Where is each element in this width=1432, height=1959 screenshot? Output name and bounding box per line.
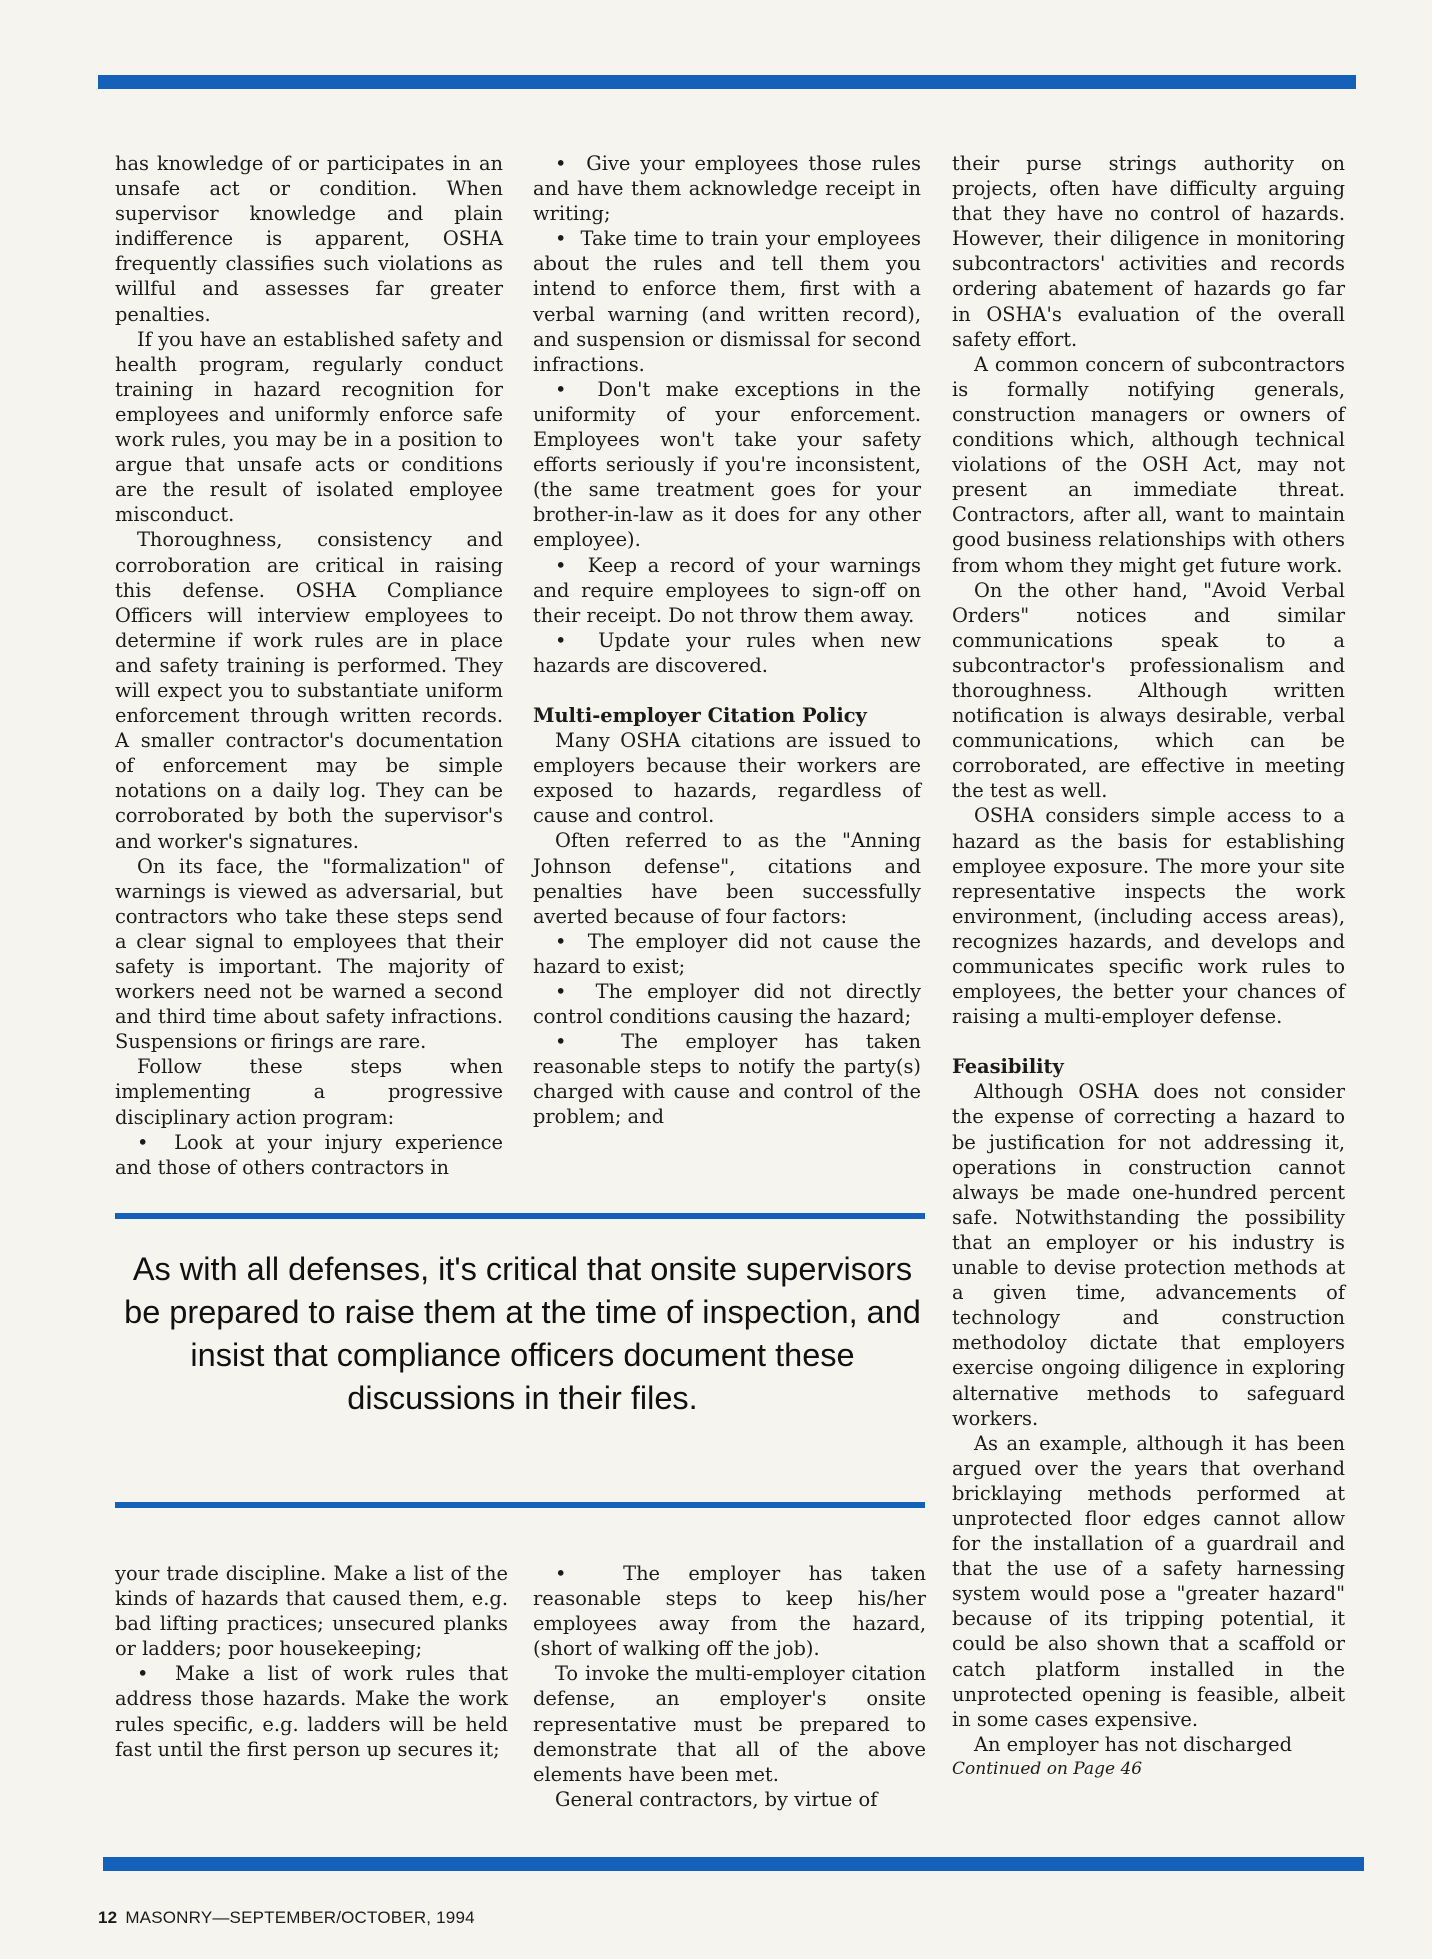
paragraph: A common concern of subcontractors is formally notifying generals, construction managers or owners of conditions which, although technical violations of the OSH Act, may not present an immediate threat. Contractors, after all, want to maintain good business relationships with others from whom they might get future work. xyxy=(952,352,1345,577)
section-heading: Feasibility xyxy=(952,1055,1064,1079)
pullquote-bottom-rule xyxy=(115,1502,925,1508)
paragraph: As an example, although it has been argued over the years that overhand bricklaying methods performed at unprotected floor edges cannot allow for the installation of a guardrail and that the use of a safety harnessing system would pose a "greater hazard" because of its tripping potential, it could be also shown that a scaffold or catch platform installed in the unprotected opening is feasible, albeit in some cases expensive. xyxy=(952,1431,1345,1731)
bullet-item: • Keep a record of your warnings and require employees to sign-off on their receipt. Do not throw them away. xyxy=(533,553,921,628)
publication-title: MASONRY—SEPTEMBER/OCTOBER, 1994 xyxy=(125,1908,475,1927)
column-2-top xyxy=(533,151,921,1130)
paragraph: has knowledge of or participates in an unsafe act or condition. When supervisor knowledge and plain indifference is apparent, OSHA frequently classifies such violations as willful and assesses far greater penalties. xyxy=(115,152,503,326)
continued-note: Continued on Page 46 xyxy=(952,1758,1143,1779)
column-3 xyxy=(952,151,1345,1782)
bullet-item: • The employer has taken reasonable steps to keep his/her employees away from the hazard, (short of walking off the job). xyxy=(533,1561,926,1661)
bullet-item: • The employer did not directly control conditions causing the hazard; xyxy=(533,979,921,1029)
paragraph: An employer has not discharged xyxy=(974,1732,1292,1756)
bullet-item: • Take time to train your employees about the rules and tell them you intend to enforce them, first with a verbal warning (and written record), and suspension or dismissal for second infractions. xyxy=(533,226,921,377)
bullet-item: • Make a list of work rules that address those hazards. Make the work rules specific, e.g. ladders will be held fast until the first person up secures it; xyxy=(115,1661,508,1761)
paragraph: OSHA considers simple access to a hazard as the basis for establishing employee exposure. The more your site representative inspects the work environment, (including access areas), recognizes hazards, and develops and communicates specific work rules to employees, the better your chances of raising a multi-employer defense. xyxy=(952,804,1345,1029)
pullquote: As with all defenses, it's critical that onsite supervisors be prepared to raise them at the time of inspection, and insist that compliance officers document these discussions in their files. xyxy=(124,1251,921,1416)
page-number: 12 xyxy=(98,1908,118,1927)
paragraph: Follow these steps when implementing a progressive disciplinary action program: xyxy=(115,1055,503,1129)
bullet-item: • Look at your injury experience and those of others contractors in xyxy=(115,1130,503,1180)
paragraph: On the other hand, "Avoid Verbal Orders" notices and similar communications speak to a subcontractor's professionalism and thoroughness. Although written notification is always desirable, verbal communications, which can be corroborated, are effective in meeting the test as well. xyxy=(952,578,1345,803)
column-1-top xyxy=(115,151,503,1180)
paragraph: Many OSHA citations are issued to employers because their workers are exposed to hazards, regardless of cause and control. xyxy=(533,729,921,828)
pullquote-top-rule xyxy=(115,1213,925,1219)
column-2-bottom xyxy=(533,1561,926,1812)
paragraph: On its face, the "formalization" of warnings is viewed as adversarial, but contractors who take these steps send a clear signal to employees that their safety is important. The majority of workers need not be warned a second and third time about safety infractions. Suspensions or firings are rare. xyxy=(115,854,503,1054)
bullet-item: • Don't make exceptions in the uniformity of your enforcement. Employees won't take your safety efforts seriously if you're inconsistent, (the same treatment goes for your brother-in-law as it does for any other employee). xyxy=(533,377,921,553)
bullet-item: • Update your rules when new hazards are discovered. xyxy=(533,628,921,678)
bullet-item: • Give your employees those rules and have them acknowledge receipt in writing; xyxy=(533,151,921,226)
paragraph: Thoroughness, consistency and corroboration are critical in raising this defense. OSHA Compliance Officers will interview employees to determine if work rules are in place and safety training is performed. They will expect you to substantiate uniform enforcement through written records. A smaller contractor's documentation of enforcement may be simple notations on a daily log. They can be corroborated by both the supervisor's and worker's signatures. xyxy=(115,528,503,853)
paragraph: their purse strings authority on projects, often have difficulty arguing that they have no control of hazards. However, their diligence in monitoring subcontractors' activities and records ordering abatement of hazards go far in OSHA's evaluation of the overall safety effort. xyxy=(952,152,1345,351)
bullet-item: • The employer did not cause the hazard to exist; xyxy=(533,929,921,979)
column-1-bottom xyxy=(115,1561,508,1762)
bullet-item: • The employer has taken reasonable steps to notify the party(s) charged with cause and control of the problem; and xyxy=(533,1029,921,1129)
paragraph: Although OSHA does not consider the expense of correcting a hazard to be justification for not addressing it, operations in construction cannot always be made one-hundred percent safe. Notwithstanding the possibility that an employer or his industry is unable to devise protection methods at a given time, advancements of technology and construction methodoloy dictate that employers exercise ongoing diligence in exploring alternative methods to safeguard workers. xyxy=(952,1080,1345,1430)
paragraph: General contractors, by virtue of xyxy=(555,1787,878,1811)
paragraph: Often referred to as the "Anning Johnson defense", citations and penalties have been successfully averted because of four factors: xyxy=(533,829,921,928)
section-heading: Multi-employer Citation Policy xyxy=(533,703,867,727)
paragraph: If you have an established safety and health program, regularly conduct training in hazard recognition for employees and uniformly enforce safe work rules, you may be in a position to argue that unsafe acts or conditions are the result of isolated employee misconduct. xyxy=(115,327,503,527)
page-footer xyxy=(98,1908,475,1928)
paragraph: To invoke the multi-employer citation defense, an employer's onsite representative must be prepared to demonstrate that all of the above elements have been met. xyxy=(533,1662,926,1786)
paragraph: your trade discipline. Make a list of the kinds of hazards that caused them, e.g. bad lifting practices; unsecured planks or ladders; poor housekeeping; xyxy=(115,1562,508,1661)
top-rule xyxy=(98,75,1356,89)
bottom-rule xyxy=(103,1857,1364,1871)
